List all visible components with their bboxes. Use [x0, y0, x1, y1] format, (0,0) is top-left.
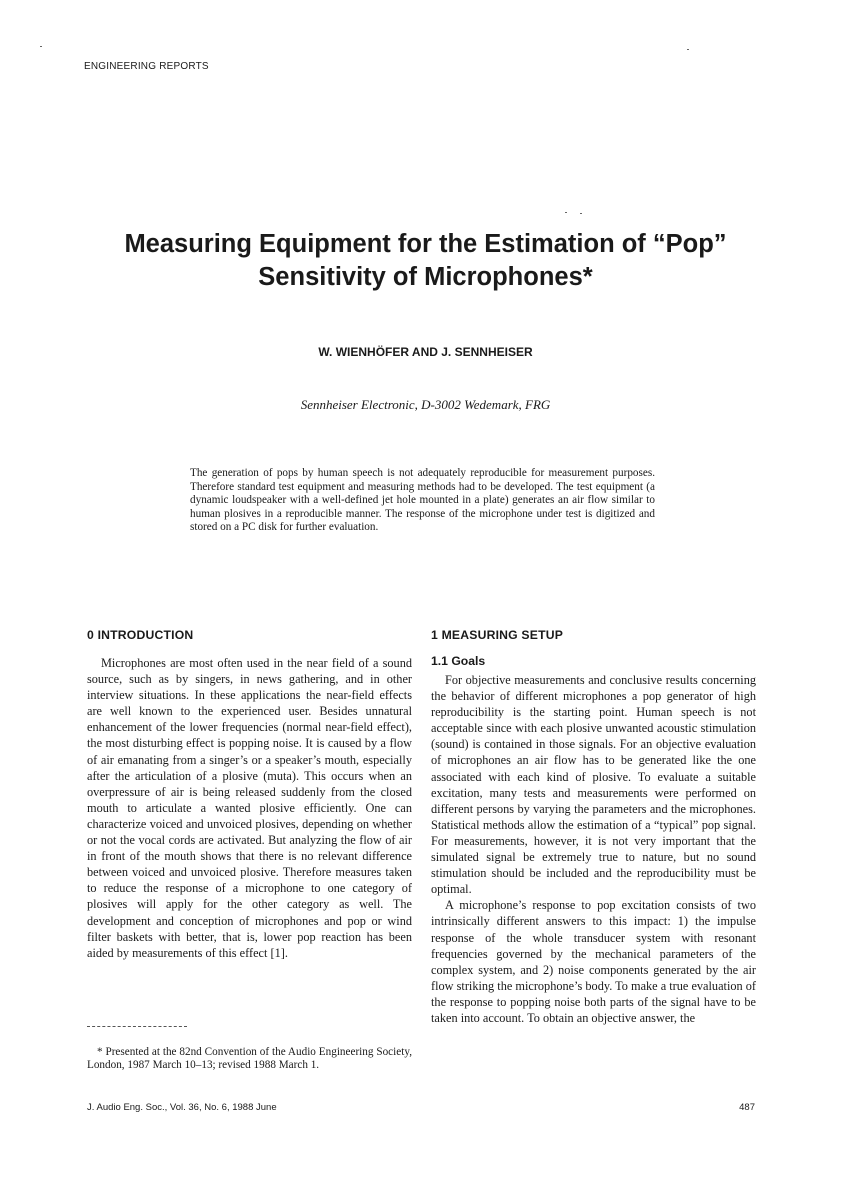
section-1-1-heading: 1.1 Goals — [431, 654, 486, 668]
journal-citation: J. Audio Eng. Soc., Vol. 36, No. 6, 1988 June — [87, 1102, 277, 1113]
article-title — [60, 228, 791, 294]
section-1-body — [431, 672, 756, 1026]
affiliation: Sennheiser Electronic, D-3002 Wedemark, FRG — [300, 397, 551, 412]
intro-paragraph: Microphones are most often used in the near field of a sound source, such as by singers, in news gathering, and in other interview situations. In these applications the near-field effects are well known to the experienced user. Besides unnatural enhancement of the lower frequencies (normal near-field effect), the most disturbing effect is popping noise. It is caused by a flow of air emanating from a singer’s or a speaker’s mouth, especially after the articulation of a plosive (muta). This occurs when an overpressure of air is being released suddenly from the closed mouth to articulate a wanted plosive efficiently. One can characterize voiced and unvoiced plosives, depending on whether or not the vocal cords are activated. But analyzing the flow of air in front of the mouth shows that there is no relevant difference between voiced and unvoiced plosive. Therefore measures taken to reduce the response of a microphone to one category of plosives will apply for the other category as well. The development and conception of microphones and pop or wind filter baskets with better, that is, lower pop reaction has been aided by measurements of this effect [1]. — [87, 656, 412, 960]
section-0-body — [87, 655, 412, 961]
scan-speck — [565, 212, 567, 213]
section-0-heading: 0 INTRODUCTION — [87, 628, 194, 642]
title-line-1: Measuring Equipment for the Estimation of “Pop” — [124, 230, 727, 258]
scan-speck — [40, 46, 42, 47]
scan-speck — [687, 49, 689, 50]
section-1-heading: 1 MEASURING SETUP — [431, 628, 564, 642]
authors: W. WIENHÖFER AND J. SENNHEISER — [318, 345, 533, 359]
abstract: The generation of pops by human speech is not adequately reproducible for measurement purposes. Therefore standard test equipment and measuring methods had to be developed. The test equipment (a dynamic loudspeaker with a well-defined jet hole mounted in a plate) generates an air flow similar to human plosives in a reproducible manner. The response of the microphone under test is digitized and stored on a PC disk for further evaluation. — [190, 467, 655, 534]
footnote-rule — [87, 1026, 187, 1027]
footnote — [87, 1046, 412, 1071]
goals-paragraph-2: A microphone’s response to pop excitation consists of two intrinsically different answers to this impact: 1) the impulse response of the whole transducer system with resonant frequencies governed by the mechanical parameters of the complex system, and 2) noise components generated by the air flow striking the microphone’s body. To make a true evaluation of the response to popping noise both parts of the signal have to be taken into account. To obtain an objective answer, the — [431, 898, 756, 1025]
goals-paragraph-1: For objective measurements and conclusive results concerning the behavior of different microphones a pop generator of high reproducibility is the starting point. Human speech is not acceptable since with each plosive unwanted acoustic stimulation (sound) is contained in those signals. For an objective evaluation of microphones an air flow has to be generated like the one associated with each kind of plosive. To evaluate a suitable excitation, many tests and measurements were performed on different persons by varying the parameters and the microphones. Statistical methods allow the estimation of a “typical” pop signal. For measurements, however, it is not very important that the simulated signal be extremely true to nature, but no sound stimulation should be included and the reproducibility must be optimal. — [431, 673, 756, 897]
footnote-text: * Presented at the 82nd Convention of the Audio Engineering Society, London, 1987 March 10–13; revised 1988 March 1. — [87, 1046, 412, 1071]
page-number: 487 — [739, 1102, 755, 1113]
scan-speck — [580, 213, 582, 214]
title-line-2: Sensitivity of Microphones* — [258, 263, 593, 291]
running-header: ENGINEERING REPORTS — [84, 61, 209, 72]
